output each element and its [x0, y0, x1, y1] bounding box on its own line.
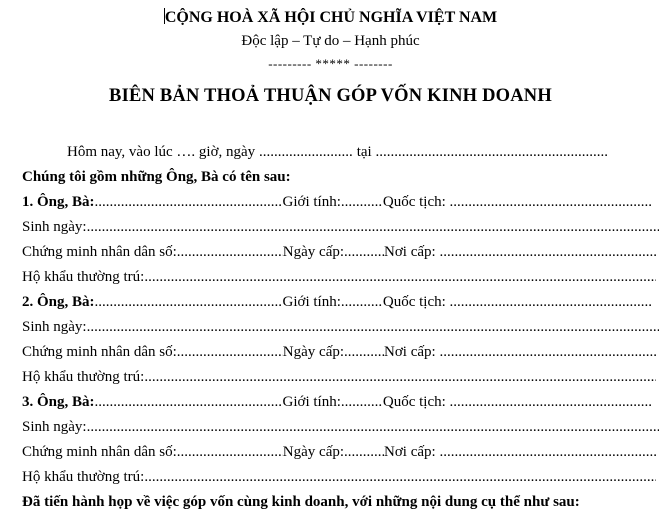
gender-label: Giới tính: [282, 394, 341, 410]
issue-place-label: Nơi cấp: [384, 444, 436, 460]
residence-label: Hộ khẩu thường trú: [22, 269, 145, 285]
nationality-blank[interactable] [450, 191, 652, 213]
intro-at-label: tại [356, 144, 372, 160]
member-2-dob-row[interactable] [22, 316, 661, 338]
dob-label: Sinh ngày: [22, 219, 87, 235]
residence-label: Hộ khẩu thường trú: [22, 469, 145, 485]
nationality-blank[interactable] [450, 391, 652, 413]
member-1-dob-row[interactable] [22, 216, 661, 238]
document-title: BIÊN BẢN THOẢ THUẬN GÓP VỐN KINH DOANH [109, 86, 552, 106]
member-name-label: 1. Ông, Bà: [22, 194, 95, 210]
member-3-name-row[interactable] [22, 391, 661, 413]
dob-blank[interactable] [87, 416, 659, 438]
nationality-label: Quốc tịch: [382, 194, 446, 210]
member-3-residence-row[interactable] [22, 466, 661, 488]
issue-date-blank[interactable] [344, 341, 384, 363]
issue-date-label: Ngày cấp: [282, 444, 345, 460]
gender-blank[interactable] [341, 391, 383, 413]
nationality-label: Quốc tịch: [382, 294, 446, 310]
member-3-id-row[interactable] [22, 441, 661, 463]
member-1-name-row[interactable] [22, 191, 661, 213]
name-blank[interactable] [95, 191, 283, 213]
id-label: Chứng minh nhân dân số: [22, 444, 177, 460]
member-name-label: 2. Ông, Bà: [22, 294, 95, 310]
member-2-id-row[interactable] [22, 341, 661, 363]
intro-today-label: Hôm nay, vào lúc [67, 144, 173, 160]
member-3-dob-row[interactable] [22, 416, 661, 438]
national-heading [0, 8, 661, 27]
gender-blank[interactable] [341, 191, 383, 213]
members-heading: Chúng tôi gồm những Ông, Bà có tên sau: [22, 169, 291, 185]
id-label: Chứng minh nhân dân số: [22, 344, 177, 360]
member-2-name-row[interactable] [22, 291, 661, 313]
member-1-id-row[interactable] [22, 241, 661, 263]
member-name-label: 3. Ông, Bà: [22, 394, 95, 410]
intro-time-blank[interactable]: …. [176, 144, 196, 160]
separator: --------- ***** -------- [268, 56, 393, 71]
dob-label: Sinh ngày: [22, 319, 87, 335]
issue-place-blank[interactable] [439, 341, 657, 363]
issue-place-label: Nơi cấp: [384, 244, 436, 260]
residence-blank[interactable] [144, 266, 656, 288]
residence-blank[interactable] [144, 466, 656, 488]
issue-date-label: Ngày cấp: [282, 344, 345, 360]
national-heading-text: CỘNG HOÀ XÃ HỘI CHỦ NGHĨA VIỆT NAM [164, 9, 498, 26]
issue-date-label: Ngày cấp: [282, 244, 345, 260]
issue-date-blank[interactable] [344, 241, 384, 263]
closing-statement: Đã tiến hành họp về việc góp vốn cùng kinh doanh, với những nội dung cụ thể như sau: [22, 494, 580, 510]
nationality-blank[interactable] [450, 291, 652, 313]
member-1-residence-row[interactable] [22, 266, 661, 288]
dob-label: Sinh ngày: [22, 419, 87, 435]
id-blank[interactable] [177, 441, 283, 463]
issue-place-blank[interactable] [439, 241, 657, 263]
issue-place-blank[interactable] [439, 441, 657, 463]
id-blank[interactable] [177, 341, 283, 363]
issue-date-blank[interactable] [344, 441, 384, 463]
residence-label: Hộ khẩu thường trú: [22, 369, 145, 385]
gender-label: Giới tính: [282, 194, 341, 210]
name-blank[interactable] [95, 291, 283, 313]
id-label: Chứng minh nhân dân số: [22, 244, 177, 260]
member-2-residence-row[interactable] [22, 366, 661, 388]
intro-line[interactable] [67, 141, 661, 163]
place-blank[interactable] [375, 141, 607, 163]
nationality-label: Quốc tịch: [382, 394, 446, 410]
residence-blank[interactable] [144, 366, 656, 388]
id-blank[interactable] [177, 241, 283, 263]
issue-place-label: Nơi cấp: [384, 344, 436, 360]
name-blank[interactable] [95, 391, 283, 413]
gender-label: Giới tính: [282, 294, 341, 310]
intro-hour-label: giờ, ngày [198, 144, 256, 160]
motto: Độc lập – Tự do – Hạnh phúc [241, 33, 420, 49]
dob-blank[interactable] [87, 216, 659, 238]
gender-blank[interactable] [341, 291, 383, 313]
dob-blank[interactable] [87, 316, 659, 338]
date-blank[interactable] [259, 141, 353, 163]
